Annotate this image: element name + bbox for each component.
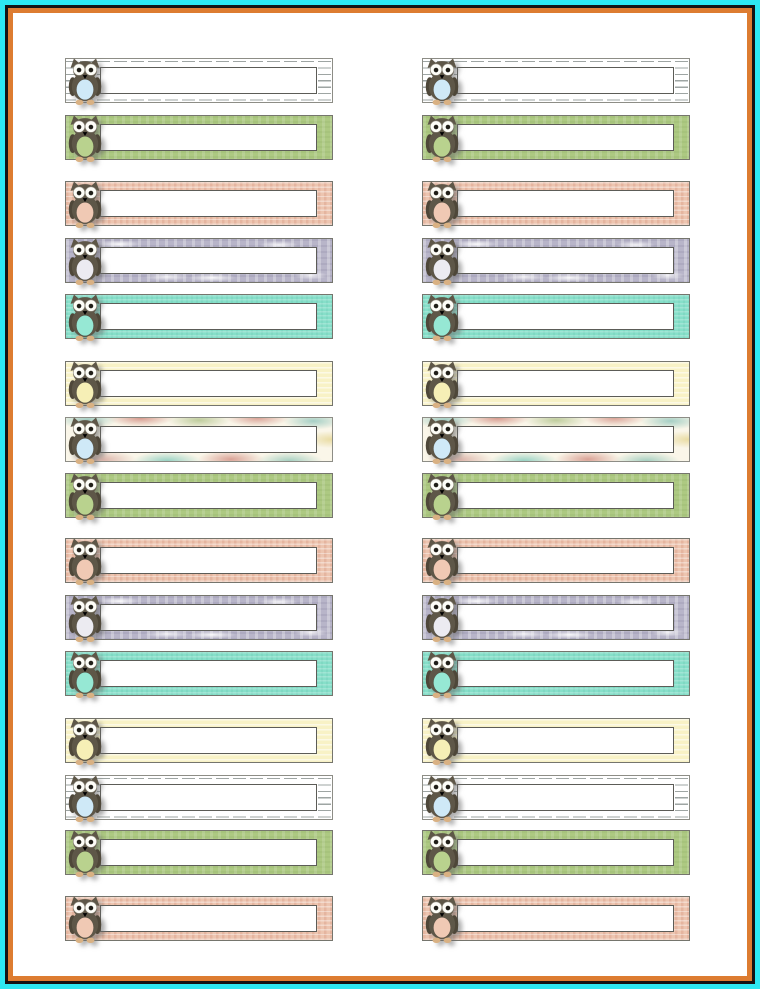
owl-foot-right [444,100,452,105]
label-write-area [100,482,317,509]
owl-icon [68,649,102,700]
owl-foot-left [76,459,84,464]
owl-pupil-left [434,68,439,73]
owl-pupil-right [89,483,94,488]
owl-pupil-left [434,125,439,130]
owl-belly [77,79,94,99]
owl-pupil-left [77,548,82,553]
address-label-row11-col2-teal [422,651,690,696]
owl-belly [434,79,451,99]
address-label-row15-col2-pink [422,896,690,941]
owl-pupil-left [434,191,439,196]
label-write-area [457,370,674,397]
label-write-area [457,839,674,866]
owl-belly [434,438,451,458]
address-label-row3-col1-pink [65,181,333,226]
address-label-row3-col2-pink [422,181,690,226]
owl-belly [77,494,94,514]
owl-pupil-left [77,125,82,130]
owl-foot-left [76,157,84,162]
owl-foot-left [433,336,441,341]
owl-belly [77,438,94,458]
owl-foot-right [87,580,95,585]
owl-pupil-right [89,906,94,911]
owl-foot-right [87,223,95,228]
owl-foot-right [444,459,452,464]
owl-belly [434,739,451,759]
owl-pupil-left [434,371,439,376]
owl-foot-left [433,693,441,698]
address-label-row4-col1-purple [65,238,333,283]
label-write-area [100,604,317,631]
owl-icon [68,773,102,824]
owl-pupil-right [89,605,94,610]
owl-foot-left [433,872,441,877]
owl-belly [77,851,94,871]
owl-icon [425,828,459,879]
owl-pupil-left [434,906,439,911]
owl-foot-left [76,817,84,822]
address-label-row1-col1-scribble [65,58,333,103]
owl-belly [77,796,94,816]
owl-foot-right [444,938,452,943]
owl-pupil-right [446,906,451,911]
owl-foot-left [433,403,441,408]
owl-foot-left [433,459,441,464]
owl-icon [68,415,102,466]
owl-foot-left [76,515,84,520]
owl-icon [425,56,459,107]
owl-foot-right [87,100,95,105]
address-label-row14-col2-green [422,830,690,875]
address-label-row10-col2-purple [422,595,690,640]
owl-pupil-right [89,191,94,196]
owl-icon [425,649,459,700]
address-label-row2-col2-green [422,115,690,160]
owl-pupil-right [446,483,451,488]
owl-foot-left [433,760,441,765]
owl-pupil-left [77,191,82,196]
owl-belly [77,559,94,579]
owl-icon [425,471,459,522]
owl-belly [77,136,94,156]
owl-pupil-right [446,661,451,666]
owl-foot-right [444,872,452,877]
owl-pupil-right [89,548,94,553]
label-write-area [100,303,317,330]
owl-belly [434,851,451,871]
owl-pupil-left [434,785,439,790]
address-label-row7-col1-multicolor [65,417,333,462]
owl-belly [434,616,451,636]
owl-belly [434,672,451,692]
address-label-row8-col2-green [422,473,690,518]
owl-pupil-right [446,785,451,790]
address-label-row1-col2-scribble [422,58,690,103]
owl-icon [425,292,459,343]
owl-foot-left [433,515,441,520]
owl-icon [68,56,102,107]
label-write-area [457,303,674,330]
owl-icon [425,716,459,767]
owl-foot-right [444,223,452,228]
address-label-row6-col2-yellow [422,361,690,406]
owl-foot-left [76,403,84,408]
owl-belly [77,259,94,279]
owl-icon [425,359,459,410]
owl-icon [68,894,102,945]
owl-pupil-right [89,427,94,432]
owl-pupil-left [77,785,82,790]
owl-foot-left [433,280,441,285]
address-label-row4-col2-purple [422,238,690,283]
owl-foot-left [76,280,84,285]
owl-pupil-left [77,304,82,309]
owl-foot-right [444,693,452,698]
owl-pupil-right [89,728,94,733]
owl-icon [425,415,459,466]
owl-foot-left [76,637,84,642]
owl-icon [68,536,102,587]
owl-pupil-right [89,248,94,253]
owl-icon [68,828,102,879]
owl-foot-right [87,693,95,698]
label-write-area [100,905,317,932]
owl-belly [434,202,451,222]
owl-belly [434,382,451,402]
owl-foot-right [87,760,95,765]
label-write-area [100,784,317,811]
owl-foot-right [87,336,95,341]
owl-icon [68,236,102,287]
address-label-row12-col2-yellow [422,718,690,763]
owl-pupil-left [77,483,82,488]
address-label-row9-col2-pink [422,538,690,583]
address-label-row11-col1-teal [65,651,333,696]
owl-pupil-left [434,840,439,845]
owl-pupil-left [434,483,439,488]
owl-foot-left [433,100,441,105]
label-write-area [457,426,674,453]
owl-foot-left [433,817,441,822]
owl-pupil-left [77,605,82,610]
owl-icon [68,179,102,230]
label-write-area [100,190,317,217]
owl-foot-left [76,872,84,877]
owl-pupil-left [434,548,439,553]
label-write-area [457,905,674,932]
owl-pupil-left [434,661,439,666]
owl-foot-right [87,938,95,943]
owl-icon [68,593,102,644]
owl-pupil-left [77,248,82,253]
label-write-area [100,839,317,866]
owl-foot-left [433,223,441,228]
owl-pupil-left [434,248,439,253]
owl-belly [77,739,94,759]
label-write-area [100,426,317,453]
owl-foot-right [87,817,95,822]
address-label-row15-col1-pink [65,896,333,941]
owl-foot-right [87,637,95,642]
owl-belly [77,672,94,692]
label-write-area [100,67,317,94]
owl-foot-right [444,580,452,585]
owl-pupil-right [89,304,94,309]
owl-pupil-left [434,728,439,733]
owl-pupil-right [446,248,451,253]
owl-foot-right [444,817,452,822]
address-label-row5-col2-teal [422,294,690,339]
owl-pupil-left [77,371,82,376]
owl-pupil-right [89,785,94,790]
address-label-row9-col1-pink [65,538,333,583]
owl-pupil-right [89,68,94,73]
label-write-area [100,247,317,274]
owl-pupil-left [77,68,82,73]
owl-foot-right [87,515,95,520]
owl-foot-left [76,760,84,765]
owl-icon [425,113,459,164]
label-write-area [457,784,674,811]
label-write-area [100,547,317,574]
owl-pupil-right [446,371,451,376]
label-write-area [457,67,674,94]
owl-pupil-right [446,304,451,309]
label-write-area [100,727,317,754]
label-write-area [100,124,317,151]
owl-icon [425,894,459,945]
owl-belly [434,494,451,514]
owl-foot-left [76,336,84,341]
owl-foot-left [76,693,84,698]
owl-foot-right [444,637,452,642]
owl-foot-right [87,157,95,162]
address-label-row13-col2-scribble [422,775,690,820]
owl-belly [434,259,451,279]
owl-belly [77,382,94,402]
owl-foot-right [444,157,452,162]
owl-foot-right [444,403,452,408]
label-write-area [100,660,317,687]
owl-foot-left [433,157,441,162]
owl-icon [68,292,102,343]
owl-pupil-left [434,427,439,432]
owl-pupil-right [446,840,451,845]
address-label-row10-col1-purple [65,595,333,640]
owl-icon [68,471,102,522]
owl-pupil-left [434,304,439,309]
owl-pupil-right [446,427,451,432]
owl-belly [434,917,451,937]
owl-foot-right [444,515,452,520]
owl-foot-right [87,459,95,464]
owl-foot-right [444,280,452,285]
owl-belly [77,917,94,937]
owl-foot-left [76,938,84,943]
owl-belly [77,202,94,222]
owl-pupil-right [89,661,94,666]
address-label-row13-col1-scribble [65,775,333,820]
owl-foot-left [433,938,441,943]
owl-belly [434,315,451,335]
owl-belly [434,796,451,816]
address-label-row12-col1-yellow [65,718,333,763]
owl-belly [77,616,94,636]
owl-foot-left [433,580,441,585]
owl-belly [434,559,451,579]
owl-pupil-right [446,728,451,733]
owl-pupil-right [446,125,451,130]
owl-pupil-left [77,427,82,432]
owl-icon [425,773,459,824]
owl-pupil-left [77,728,82,733]
address-label-row8-col1-green [65,473,333,518]
owl-icon [68,359,102,410]
owl-foot-right [444,760,452,765]
label-write-area [457,547,674,574]
owl-icon [425,536,459,587]
address-label-row7-col2-multicolor [422,417,690,462]
owl-pupil-left [77,906,82,911]
label-write-area [457,660,674,687]
owl-icon [425,593,459,644]
owl-icon [68,113,102,164]
owl-foot-left [76,100,84,105]
owl-belly [77,315,94,335]
owl-pupil-right [446,605,451,610]
owl-pupil-right [89,371,94,376]
owl-icon [425,236,459,287]
label-write-area [100,370,317,397]
owl-foot-left [433,637,441,642]
address-label-row5-col1-teal [65,294,333,339]
owl-icon [68,716,102,767]
label-write-area [457,604,674,631]
owl-pupil-right [446,191,451,196]
owl-foot-right [444,336,452,341]
owl-pupil-left [434,605,439,610]
owl-pupil-left [77,840,82,845]
owl-pupil-right [446,68,451,73]
label-write-area [457,482,674,509]
owl-pupil-right [89,840,94,845]
owl-foot-left [76,580,84,585]
label-write-area [457,190,674,217]
owl-foot-right [87,872,95,877]
address-label-row2-col1-green [65,115,333,160]
owl-pupil-left [77,661,82,666]
owl-pupil-right [446,548,451,553]
owl-pupil-right [89,125,94,130]
owl-foot-left [76,223,84,228]
label-write-area [457,727,674,754]
label-write-area [457,124,674,151]
label-write-area [457,247,674,274]
address-label-row6-col1-yellow [65,361,333,406]
address-label-row14-col1-green [65,830,333,875]
owl-icon [425,179,459,230]
owl-foot-right [87,280,95,285]
owl-foot-right [87,403,95,408]
owl-belly [434,136,451,156]
